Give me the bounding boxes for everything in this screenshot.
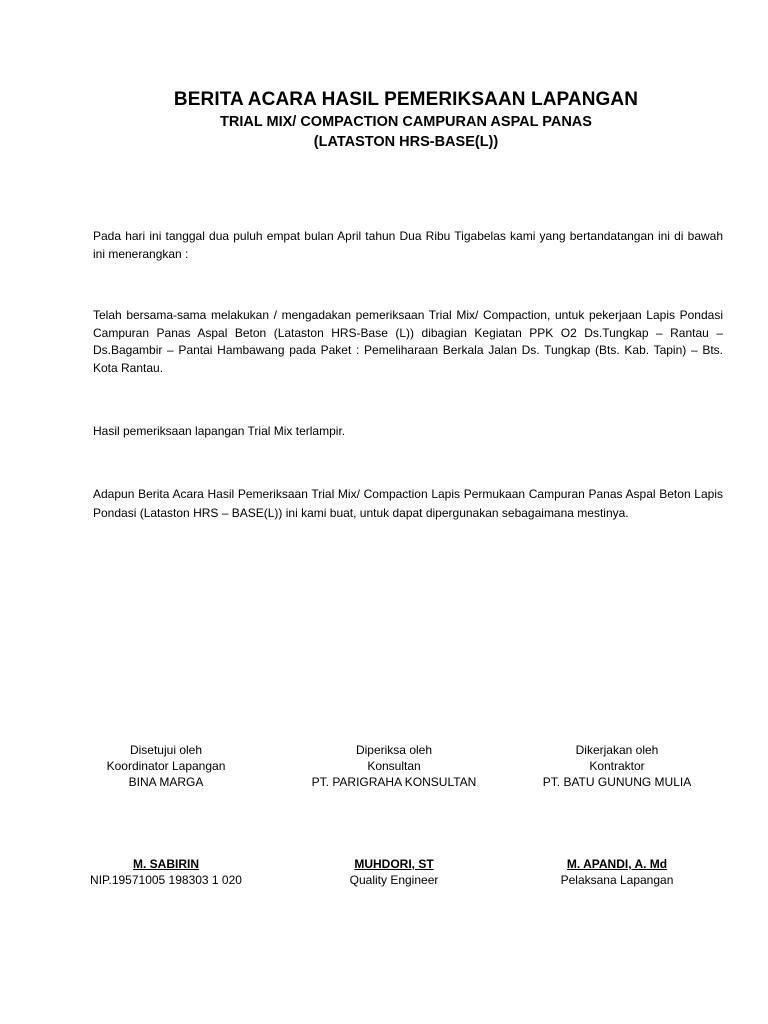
document-subtitle-line1: TRIAL MIX/ COMPACTION CAMPURAN ASPAL PANAS	[220, 114, 592, 130]
signatory-name: M. SABIRIN	[133, 857, 199, 871]
paragraph-closing: Adapun Berita Acara Hasil Pemeriksaan Trial Mix/ Compaction Lapis Permukaan Campuran Panas Aspal Beton Lapis Pondasi (Lataston HRS – BASE(L)) ini kami buat, untuk dapat dipergunakan sebagaimana mestinya.	[93, 487, 723, 520]
paragraph-results: Hasil pemeriksaan lapangan Trial Mix terlampir.	[93, 424, 346, 438]
paragraph-inspection: Telah bersama-sama melakukan / mengadakan pemeriksaan Trial Mix/ Compaction, untuk pekerjaan Lapis Pondasi Campuran Panas Aspal Beton (Lataston HRS-Base (L)) dibagian Kegiatan PPK O2 Ds.Tungkap – Rantau – Ds.Bagambir – Pantai Hambawang pada Paket : Pemeliharaan Berkala Jalan Ds. Tungkap (Bts. Kab. Tapin) – Bts. Kota Rantau.	[93, 308, 723, 375]
signatory-role: Dikerjakan oleh	[575, 743, 659, 757]
signatory-approver-header	[56, 742, 276, 790]
signatory-role: Diperiksa oleh	[355, 743, 433, 757]
signatory-checker-name-block	[284, 856, 504, 888]
signatory-name: M. APANDI, A. Md	[566, 857, 668, 871]
signatory-organization: PT. BATU GUNUNG MULIA	[542, 775, 692, 789]
signatory-detail: NIP.19571005 198303 1 020	[90, 873, 242, 887]
signatory-executor-header	[507, 742, 727, 790]
signatory-detail: Pelaksana Lapangan	[560, 873, 674, 887]
signatory-executor-name-block	[507, 856, 727, 888]
document-title: BERITA ACARA HASIL PEMERIKSAAN LAPANGAN	[173, 89, 639, 110]
signatory-position: Koordinator Lapangan	[106, 759, 226, 773]
signatory-approver-name-block	[56, 856, 276, 888]
signatory-position: Konsultan	[367, 759, 421, 773]
signatory-detail: Quality Engineer	[349, 873, 439, 887]
signatory-position: Kontraktor	[589, 759, 645, 773]
signatory-organization: PT. PARIGRAHA KONSULTAN	[311, 775, 477, 789]
paragraph-opening: Pada hari ini tanggal dua puluh empat bulan April tahun Dua Ribu Tigabelas kami yang bertandatangan ini di bawah ini menerangkan :	[93, 229, 723, 261]
signatory-organization: BINA MARGA	[128, 775, 204, 789]
signatory-checker-header	[284, 742, 504, 790]
signatory-name: MUHDORI, ST	[354, 857, 434, 871]
document-subtitle-line2: (LATASTON HRS-BASE(L))	[313, 134, 499, 150]
signatory-role: Disetujui oleh	[129, 743, 203, 757]
document-header	[0, 88, 768, 152]
